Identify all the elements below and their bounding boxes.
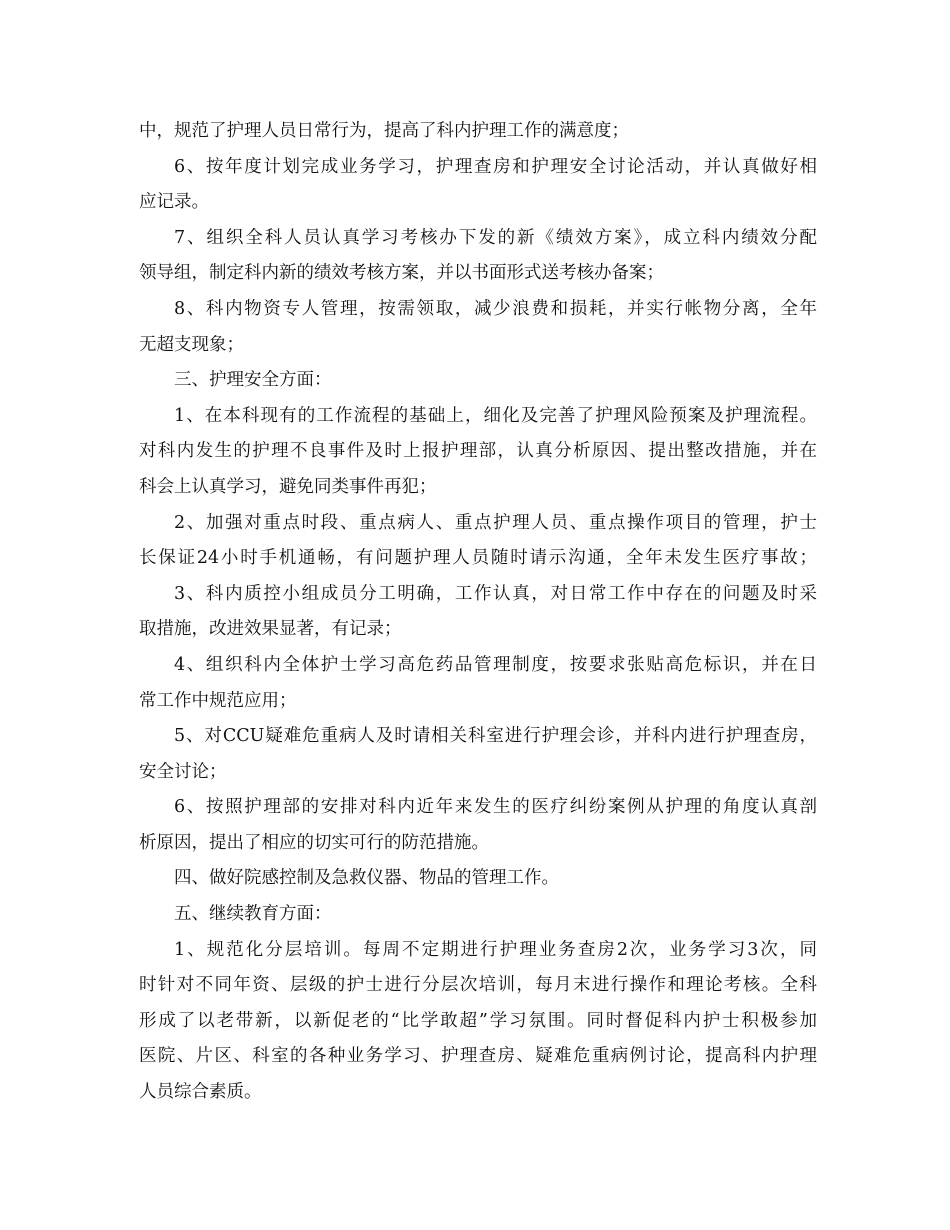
text-line: 时针对不同年资、层级的护士进行分层次培训，每月末进行操作和理论考核。全科 xyxy=(139,975,817,996)
text-line: 三、护理安全方面： xyxy=(174,370,332,391)
text-line: 医院、片区、科室的各种业务学习、护理查房、疑难危重病例讨论，提高科内护理 xyxy=(139,1046,817,1067)
text-line: 1、在本科现有的工作流程的基础上，细化及完善了护理风险预案及护理流程。 xyxy=(174,405,817,426)
text-line: 中，规范了护理人员日常行为，提高了科内护理工作的满意度； xyxy=(139,121,629,141)
text-line: 取措施，改进效果显著，有记录； xyxy=(139,619,402,640)
text-line: 6、按年度计划完成业务学习，护理查房和护理安全讨论活动，并认真做好相 xyxy=(174,156,817,177)
text-line: 五、继续教育方面： xyxy=(174,904,332,925)
text-line: 析原因，提出了相应的切实可行的防范措施。 xyxy=(139,832,489,853)
text-line: 3、科内质控小组成员分工明确，工作认真，对日常工作中存在的问题及时采 xyxy=(174,583,817,604)
text-line: 6、按照护理部的安排对科内近年来发生的医疗纠纷案例从护理的角度认真剖 xyxy=(174,797,817,818)
text-line: 无超支现象； xyxy=(139,334,244,355)
text-line: 1、规范化分层培训。每周不定期进行护理业务查房2次，业务学习3次，同 xyxy=(174,939,817,960)
text-line: 4、组织科内全体护士学习高危药品管理制度，按要求张贴高危标识，并在日 xyxy=(174,654,817,675)
text-line: 安全讨论； xyxy=(139,761,227,782)
text-line: 形成了以老带新，以新促老的“比学敢超”学习氛围。同时督促科内护士积极参加 xyxy=(139,1010,817,1031)
text-line: 8、科内物资专人管理，按需领取，减少浪费和损耗，并实行帐物分离，全年 xyxy=(174,298,817,319)
text-line: 四、做好院感控制及急救仪器、物品的管理工作。 xyxy=(174,868,559,889)
text-line: 科会上认真学习，避免同类事件再犯； xyxy=(139,476,437,497)
text-line: 2、加强对重点时段、重点病人、重点护理人员、重点操作项目的管理，护士 xyxy=(174,512,817,533)
text-line: 应记录。 xyxy=(139,192,209,213)
document-body xyxy=(139,114,817,1111)
text-line: 对科内发生的护理不良事件及时上报护理部，认真分析原因、提出整改措施，并在 xyxy=(139,441,817,462)
text-line: 长保证24小时手机通畅，有问题护理人员随时请示沟通，全年未发生医疗事故； xyxy=(139,548,817,569)
text-line: 5、对CCU疑难危重病人及时请相关科室进行护理会诊，并科内进行护理查房， xyxy=(174,726,817,747)
text-line: 7、组织全科人员认真学习考核办下发的新《绩效方案》，成立科内绩效分配 xyxy=(174,227,817,248)
text-line: 人员综合素质。 xyxy=(139,1082,262,1103)
text-line: 领导组，制定科内新的绩效考核方案，并以书面形式送考核办备案； xyxy=(139,263,664,284)
text-line: 常工作中规范应用； xyxy=(139,690,297,711)
